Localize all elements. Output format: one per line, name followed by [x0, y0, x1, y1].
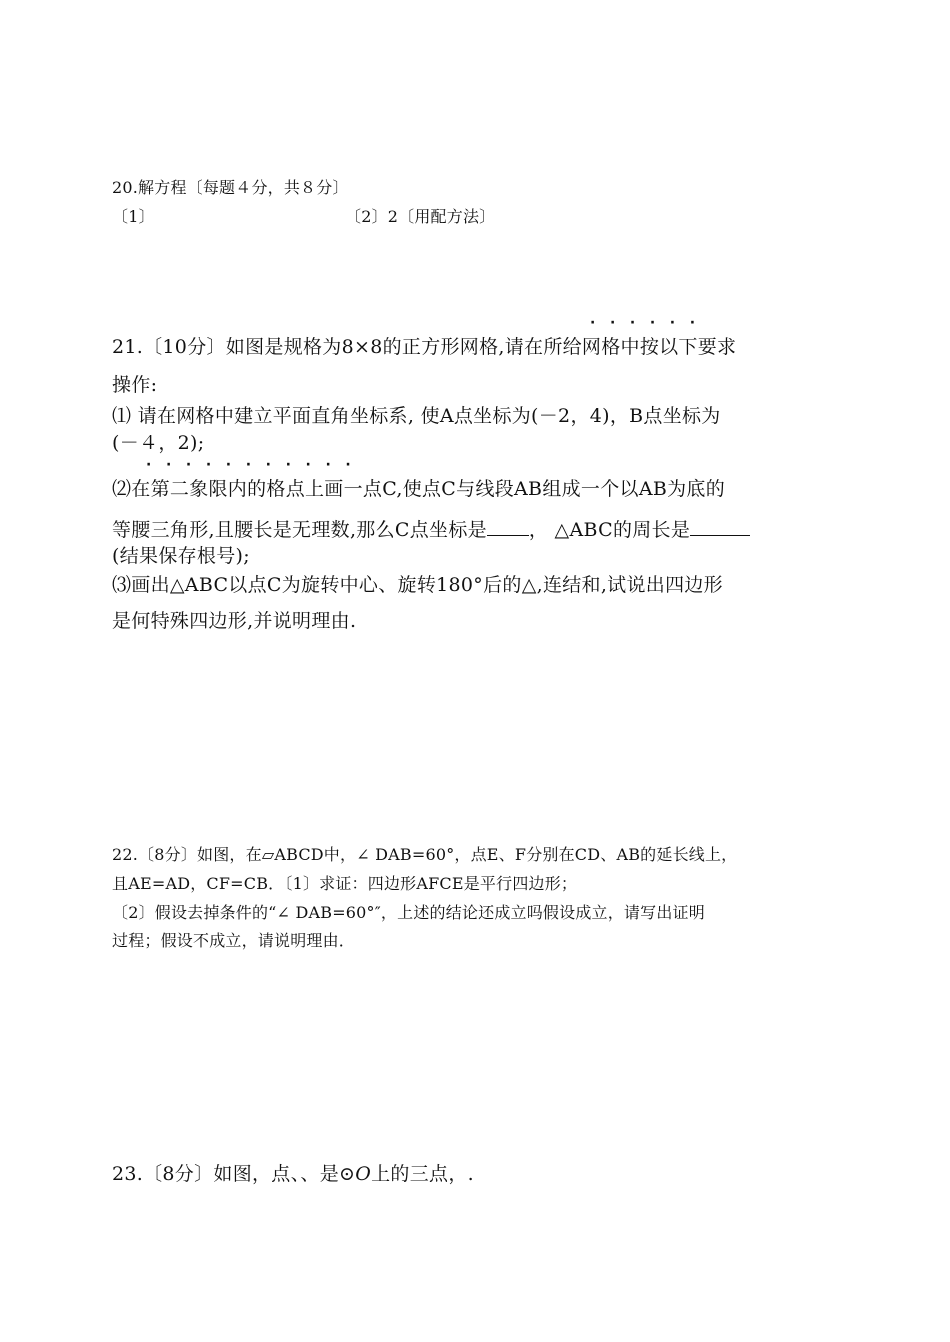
q22-line4: 过程；假设不成立，请说明理由． — [112, 931, 356, 950]
emphasis-dots: · · · · · · — [590, 315, 696, 331]
q20-part2: 〔2〕2〔用配方法〕 — [345, 207, 496, 226]
q21-part3-line1: ⑶画出△ABC以点C为旋转中心、旋转180°后的△,连结和,试说出四边形 — [112, 574, 723, 596]
q23-line1 — [112, 1165, 474, 1184]
q23-text-a: 23.〔8分〕如图，点、、是⊙ — [112, 1163, 356, 1185]
q21-part3-line2: 是何特殊四边形,并说明理由. — [112, 610, 357, 632]
q21-part1-line2: (－４，2); — [112, 432, 205, 454]
q21-part2-line2 — [112, 519, 750, 540]
emphasis-dots: · · · · · · · · · · · — [146, 457, 351, 473]
q21-part2-line3: (结果保存根号); — [112, 545, 250, 567]
answer-blank-perimeter[interactable] — [690, 519, 750, 536]
q22-line2: 且AE=AD，CF=CB．〔1〕求证：四边形AFCE是平行四边形； — [112, 874, 578, 893]
q20-part1: 〔1〕 — [112, 207, 155, 226]
q21-part1-line1: ⑴ 请在网格中建立平面直角坐标系, 使A点坐标为(－2，4)，B点坐标为 — [112, 405, 721, 427]
circle-center-label: O — [355, 1163, 372, 1185]
q23-text-b: 上的三点，. — [371, 1163, 474, 1185]
q21-part2-text-a: 等腰三角形,且腰长是无理数,那么C点坐标是 — [112, 519, 487, 541]
q20-title: 20.解方程〔每题４分，共８分〕 — [112, 178, 349, 197]
q21-line1: 21.〔10分〕如图是规格为8×8的正方形网格,请在所给网格中按以下要求 — [112, 336, 737, 358]
answer-blank-c[interactable] — [487, 519, 529, 536]
q21-part2-text-b: ， △ABC的周长是 — [528, 519, 691, 541]
q22-line1: 22.〔8分〕如图，在▱ABCD中，∠ DAB=60°，点E、F分别在CD、AB的延长线上， — [112, 845, 738, 864]
q21-line2: 操作: — [112, 374, 158, 396]
q22-line3: 〔2〕假设去掉条件的“∠ DAB=60°″，上述的结论还成立吗假设成立，请写出证明 — [112, 903, 705, 922]
q21-part2-line1: ⑵在第二象限内的格点上画一点C,使点C与线段AB组成一个以AB为底的 — [112, 478, 726, 500]
